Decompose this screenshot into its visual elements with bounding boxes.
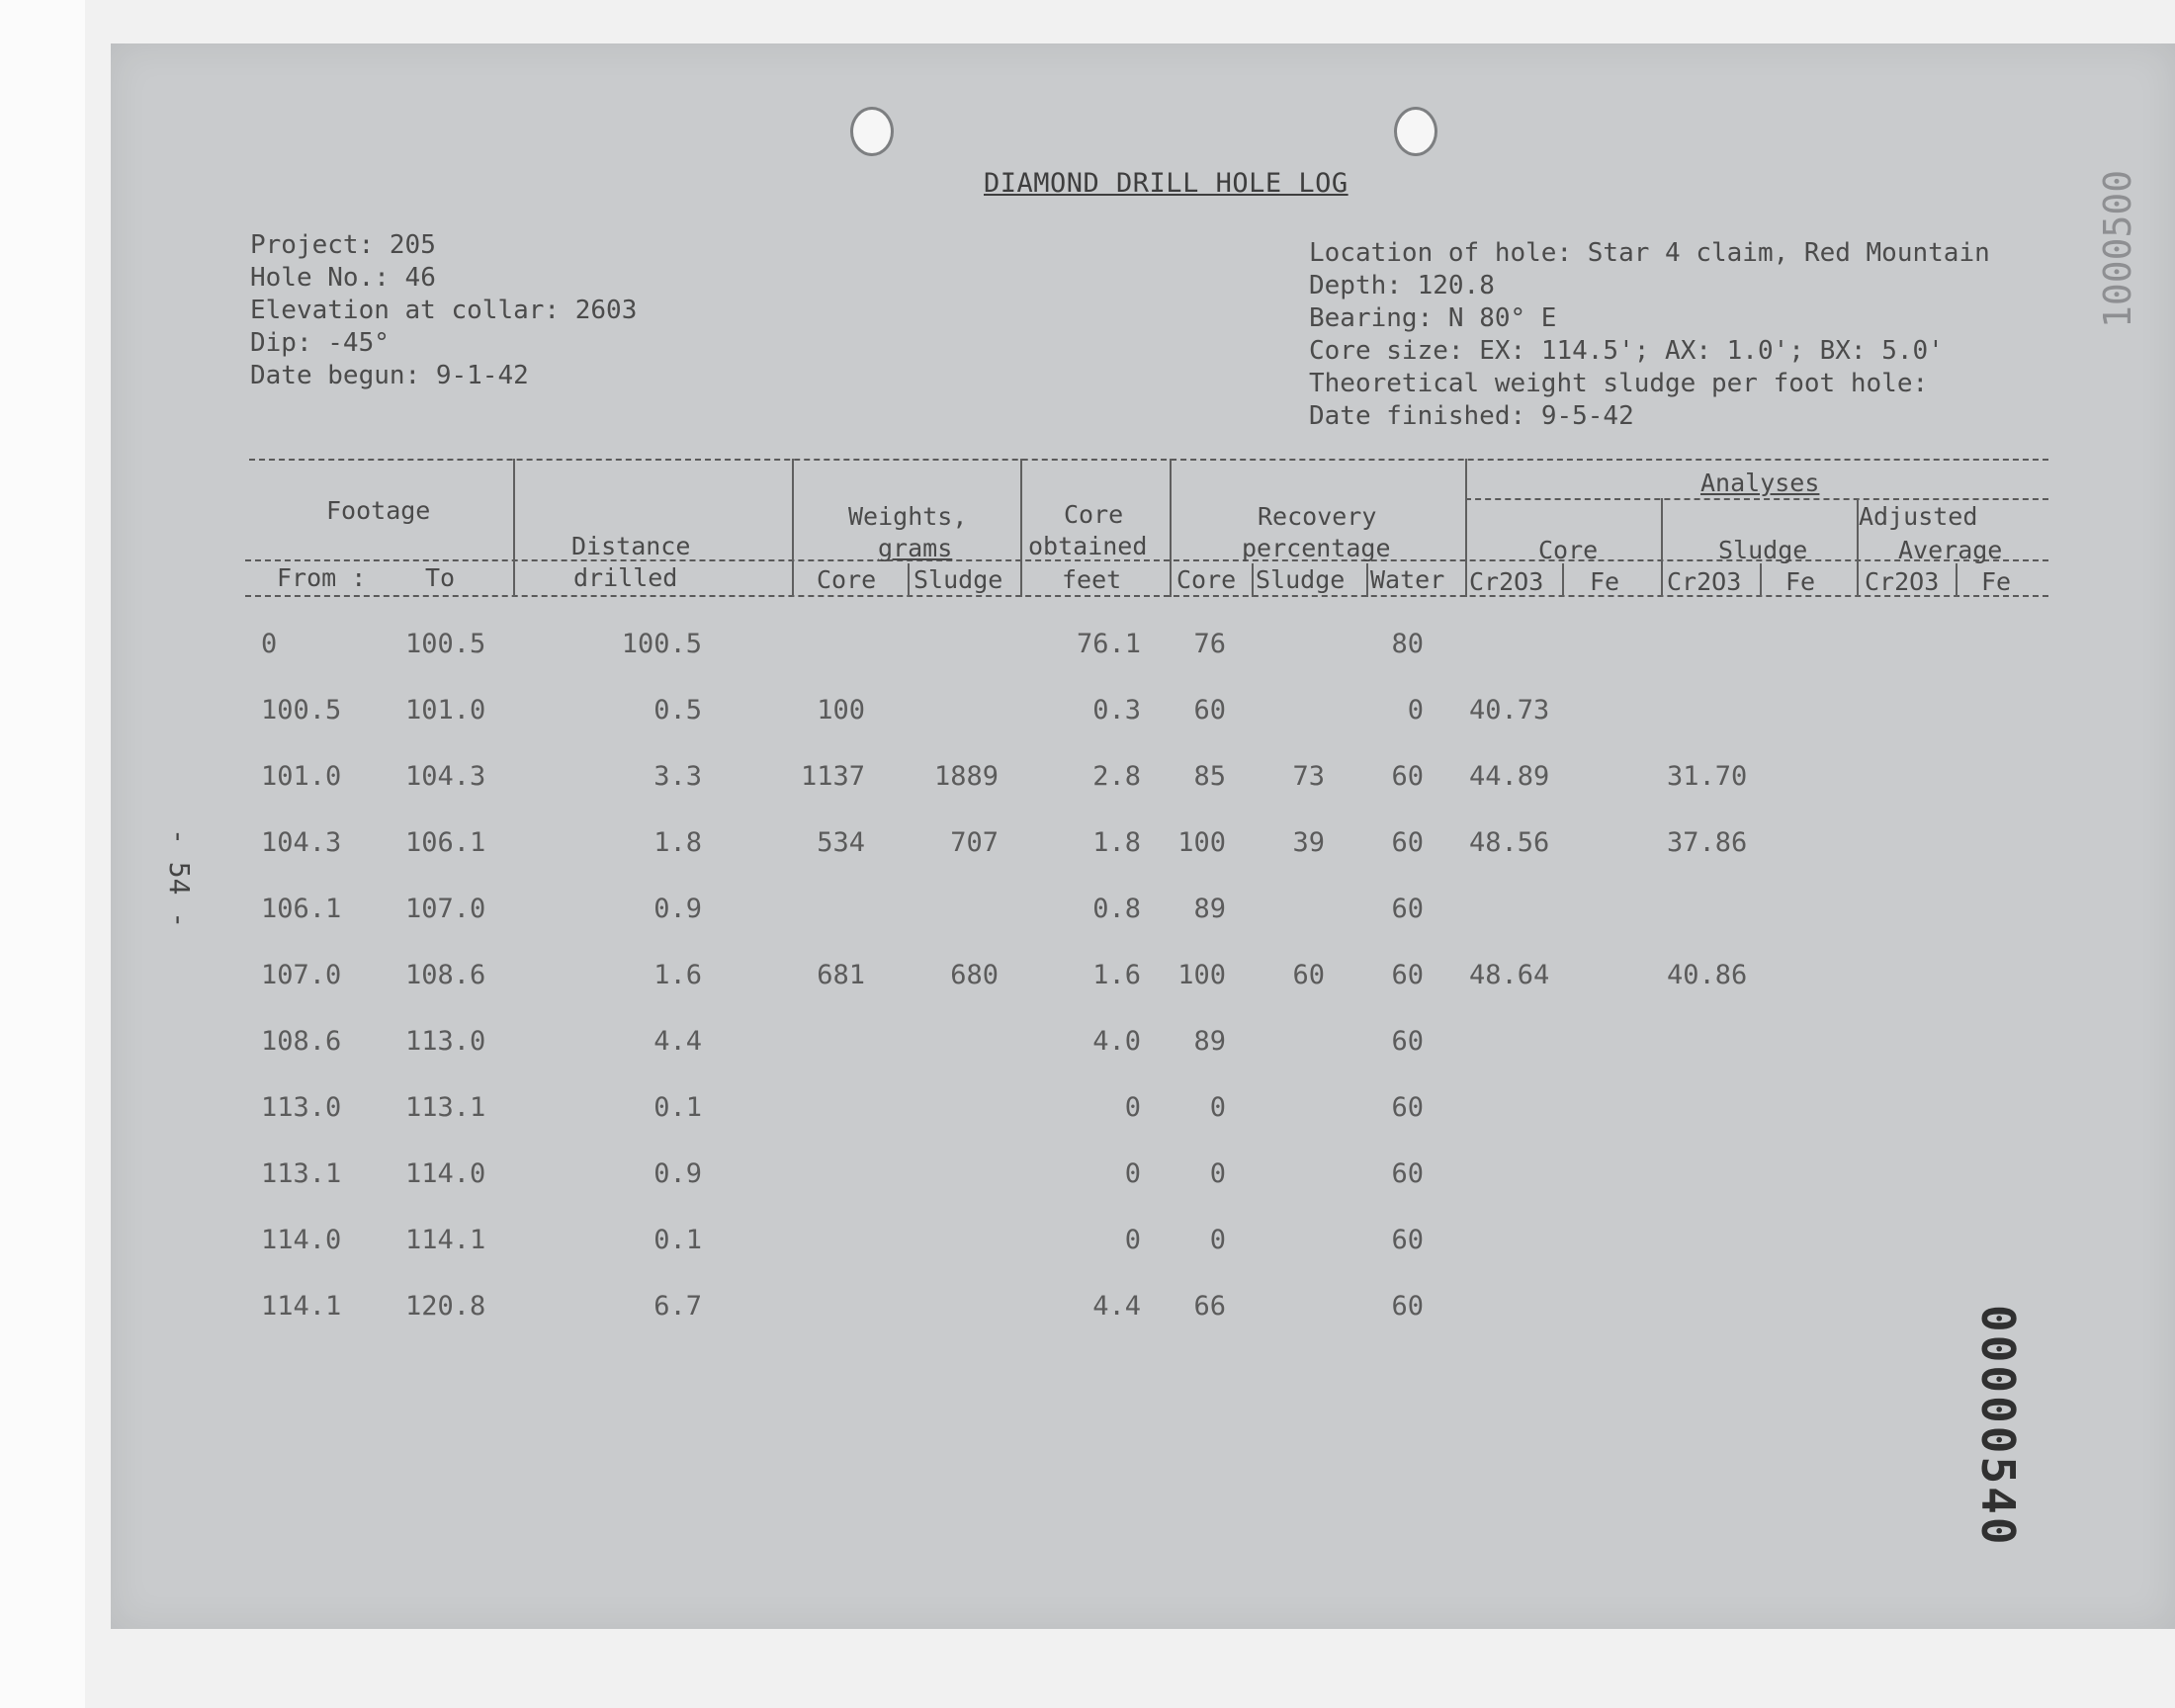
table-cell-core-ft: 1.6 <box>1092 960 1141 990</box>
col-divider <box>908 563 910 597</box>
table-cell-core-ft: 76.1 <box>1076 629 1141 659</box>
col-divider <box>1956 563 1958 597</box>
table-cell-from: 104.3 <box>261 827 342 858</box>
col-divider <box>1562 563 1564 597</box>
table-cell-r-core: 100 <box>1177 827 1226 858</box>
table-cell-a-sludge-cr: 37.86 <box>1667 827 1748 858</box>
header-recovery-sludge: Sludge <box>1256 565 1346 594</box>
table-cell-dist: 100.5 <box>621 629 702 659</box>
table-cell-dist: 0.9 <box>653 894 702 924</box>
table-cell-a-core-cr: 44.89 <box>1469 761 1550 792</box>
table-cell-w-core: 681 <box>817 960 865 990</box>
table-cell-from: 0 <box>261 629 278 659</box>
table-cell-from: 101.0 <box>261 761 342 792</box>
header-adjusted: Adjusted <box>1859 502 1978 531</box>
table-cell-r-core: 0 <box>1209 1225 1226 1255</box>
header-weights: Weights, <box>848 502 968 531</box>
table-cell-r-water: 80 <box>1391 629 1424 659</box>
col-divider <box>792 459 794 597</box>
header-core-obtained-3: feet <box>1062 565 1122 594</box>
table-cell-a-sludge-cr: 40.86 <box>1667 960 1748 990</box>
header-core-obtained-1: Core <box>1064 500 1124 529</box>
table-cell-core-ft: 0.3 <box>1092 695 1141 726</box>
header-analyses-sludge: Sludge <box>1718 536 1808 564</box>
table-top-rule <box>249 459 2048 461</box>
table-cell-to: 114.0 <box>405 1158 486 1189</box>
header-recovery: Recovery <box>1258 502 1377 531</box>
table-cell-dist: 1.6 <box>653 960 702 990</box>
left-header <box>250 229 637 392</box>
table-cell-core-ft: 0 <box>1124 1158 1141 1189</box>
col-divider <box>1020 459 1022 597</box>
header-cr2o3-sludge: Cr2O3 <box>1667 567 1742 596</box>
table-cell-dist: 0.1 <box>653 1092 702 1123</box>
table-cell-to: 104.3 <box>405 761 486 792</box>
core-size-line: Core size: EX: 114.5'; AX: 1.0'; BX: 5.0' <box>1309 336 1944 366</box>
table-cell-r-water: 60 <box>1391 827 1424 858</box>
table-cell-to: 107.0 <box>405 894 486 924</box>
header-from: From : <box>277 563 367 592</box>
table-cell-r-core: 85 <box>1193 761 1226 792</box>
header-to: To <box>425 563 456 592</box>
table-cell-from: 106.1 <box>261 894 342 924</box>
col-divider <box>1661 498 1663 597</box>
col-divider <box>513 459 515 597</box>
table-cell-w-sludge: 680 <box>950 960 999 990</box>
header-footage: Footage <box>326 496 431 525</box>
table-cell-r-core: 0 <box>1209 1158 1226 1189</box>
table-cell-r-water: 60 <box>1391 761 1424 792</box>
header-fe-core: Fe <box>1590 567 1620 596</box>
depth-line: Depth: 120.8 <box>1309 271 1495 300</box>
hole-no-line: Hole No.: 46 <box>250 263 436 293</box>
header-grams: grams <box>878 534 953 562</box>
col-divider <box>1366 563 1368 597</box>
header-cr2o3-core: Cr2O3 <box>1469 567 1544 596</box>
date-finished-line: Date finished: 9-5-42 <box>1309 401 1634 431</box>
theoretical-weight-line: Theoretical weight sludge per foot hole: <box>1309 369 1929 398</box>
header-weights-sludge: Sludge <box>914 565 1003 594</box>
table-cell-dist: 4.4 <box>653 1026 702 1057</box>
table-cell-a-sludge-cr: 31.70 <box>1667 761 1748 792</box>
table-cell-r-water: 60 <box>1391 1092 1424 1123</box>
col-divider <box>1760 563 1762 597</box>
table-cell-r-water: 0 <box>1407 695 1424 726</box>
faint-stamp-number: 1000500 <box>2096 169 2139 328</box>
punch-hole-right <box>1394 107 1437 156</box>
punch-hole-left <box>850 107 894 156</box>
table-cell-r-core: 89 <box>1193 894 1226 924</box>
table-cell-dist: 0.5 <box>653 695 702 726</box>
table-cell-core-ft: 4.0 <box>1092 1026 1141 1057</box>
header-average: Average <box>1898 536 2003 564</box>
table-cell-w-sludge: 1889 <box>933 761 999 792</box>
table-cell-from: 100.5 <box>261 695 342 726</box>
table-cell-w-core: 1137 <box>800 761 865 792</box>
table-cell-to: 113.0 <box>405 1026 486 1057</box>
table-cell-dist: 0.1 <box>653 1225 702 1255</box>
table-cell-to: 108.6 <box>405 960 486 990</box>
table-cell-dist: 3.3 <box>653 761 702 792</box>
table-cell-from: 114.0 <box>261 1225 342 1255</box>
table-cell-r-water: 60 <box>1391 894 1424 924</box>
table-cell-a-core-cr: 40.73 <box>1469 695 1550 726</box>
table-cell-w-sludge: 707 <box>950 827 999 858</box>
project-line: Project: 205 <box>250 230 436 260</box>
table-cell-r-core: 60 <box>1193 695 1226 726</box>
table-cell-core-ft: 0.8 <box>1092 894 1141 924</box>
scan-margin <box>0 0 85 1708</box>
table-cell-w-core: 534 <box>817 827 865 858</box>
dip-line: Dip: -45° <box>250 328 390 358</box>
table-cell-core-ft: 4.4 <box>1092 1291 1141 1322</box>
elevation-line: Elevation at collar: 2603 <box>250 296 638 325</box>
table-cell-from: 114.1 <box>261 1291 342 1322</box>
analyses-rule <box>1465 498 2048 500</box>
table-cell-to: 101.0 <box>405 695 486 726</box>
table-cell-r-core: 100 <box>1177 960 1226 990</box>
table-cell-core-ft: 2.8 <box>1092 761 1141 792</box>
table-cell-from: 113.1 <box>261 1158 342 1189</box>
table-cell-r-core: 66 <box>1193 1291 1226 1322</box>
table-cell-a-core-cr: 48.64 <box>1469 960 1550 990</box>
table-cell-r-core: 89 <box>1193 1026 1226 1057</box>
header-distance: Distance <box>571 532 691 560</box>
header-fe-adjusted: Fe <box>1981 567 2012 596</box>
table-cell-core-ft: 0 <box>1124 1225 1141 1255</box>
table-cell-dist: 0.9 <box>653 1158 702 1189</box>
table-cell-to: 100.5 <box>405 629 486 659</box>
bearing-line: Bearing: N 80° E <box>1309 303 1557 333</box>
header-fe-sludge: Fe <box>1785 567 1816 596</box>
table-cell-r-water: 60 <box>1391 1026 1424 1057</box>
table-cell-to: 106.1 <box>405 827 486 858</box>
location-line: Location of hole: Star 4 claim, Red Mountain <box>1309 238 1990 268</box>
table-cell-r-water: 60 <box>1391 1225 1424 1255</box>
col-divider <box>1170 459 1172 597</box>
table-cell-r-core: 0 <box>1209 1092 1226 1123</box>
table-cell-from: 113.0 <box>261 1092 342 1123</box>
table-cell-r-sludge: 73 <box>1292 761 1325 792</box>
header-analyses-core: Core <box>1538 536 1599 564</box>
col-divider <box>1252 563 1254 597</box>
table-cell-to: 120.8 <box>405 1291 486 1322</box>
table-cell-from: 108.6 <box>261 1026 342 1057</box>
table-cell-r-water: 60 <box>1391 1158 1424 1189</box>
header-drilled: drilled <box>573 563 678 592</box>
table-cell-dist: 6.7 <box>653 1291 702 1322</box>
table-cell-w-core: 100 <box>817 695 865 726</box>
table-cell-r-water: 60 <box>1391 960 1424 990</box>
header-bottom-rule <box>245 595 2048 597</box>
header-weights-core: Core <box>817 565 877 594</box>
table-cell-dist: 1.8 <box>653 827 702 858</box>
header-percentage: percentage <box>1242 534 1391 562</box>
table-cell-core-ft: 1.8 <box>1092 827 1141 858</box>
table-cell-a-core-cr: 48.56 <box>1469 827 1550 858</box>
table-cell-to: 113.1 <box>405 1092 486 1123</box>
document-title: DIAMOND DRILL HOLE LOG <box>984 168 1348 199</box>
right-header <box>1309 237 1990 433</box>
table-cell-r-water: 60 <box>1391 1291 1424 1322</box>
header-recovery-water: Water <box>1370 565 1445 594</box>
table-cell-r-sludge: 60 <box>1292 960 1325 990</box>
header-analyses: Analyses <box>1700 469 1820 497</box>
page-number: - 54 - <box>163 828 196 929</box>
header-core-obtained-2: obtained <box>1028 532 1148 560</box>
table-cell-core-ft: 0 <box>1124 1092 1141 1123</box>
table-cell-to: 114.1 <box>405 1225 486 1255</box>
table-cell-from: 107.0 <box>261 960 342 990</box>
header-cr2o3-adjusted: Cr2O3 <box>1865 567 1940 596</box>
table-cell-r-core: 76 <box>1193 629 1226 659</box>
table-cell-r-sludge: 39 <box>1292 827 1325 858</box>
stamp-number: 00000540 <box>1971 1305 2025 1548</box>
header-recovery-core: Core <box>1176 565 1237 594</box>
date-begun-line: Date begun: 9-1-42 <box>250 361 529 390</box>
col-divider <box>1465 459 1467 597</box>
